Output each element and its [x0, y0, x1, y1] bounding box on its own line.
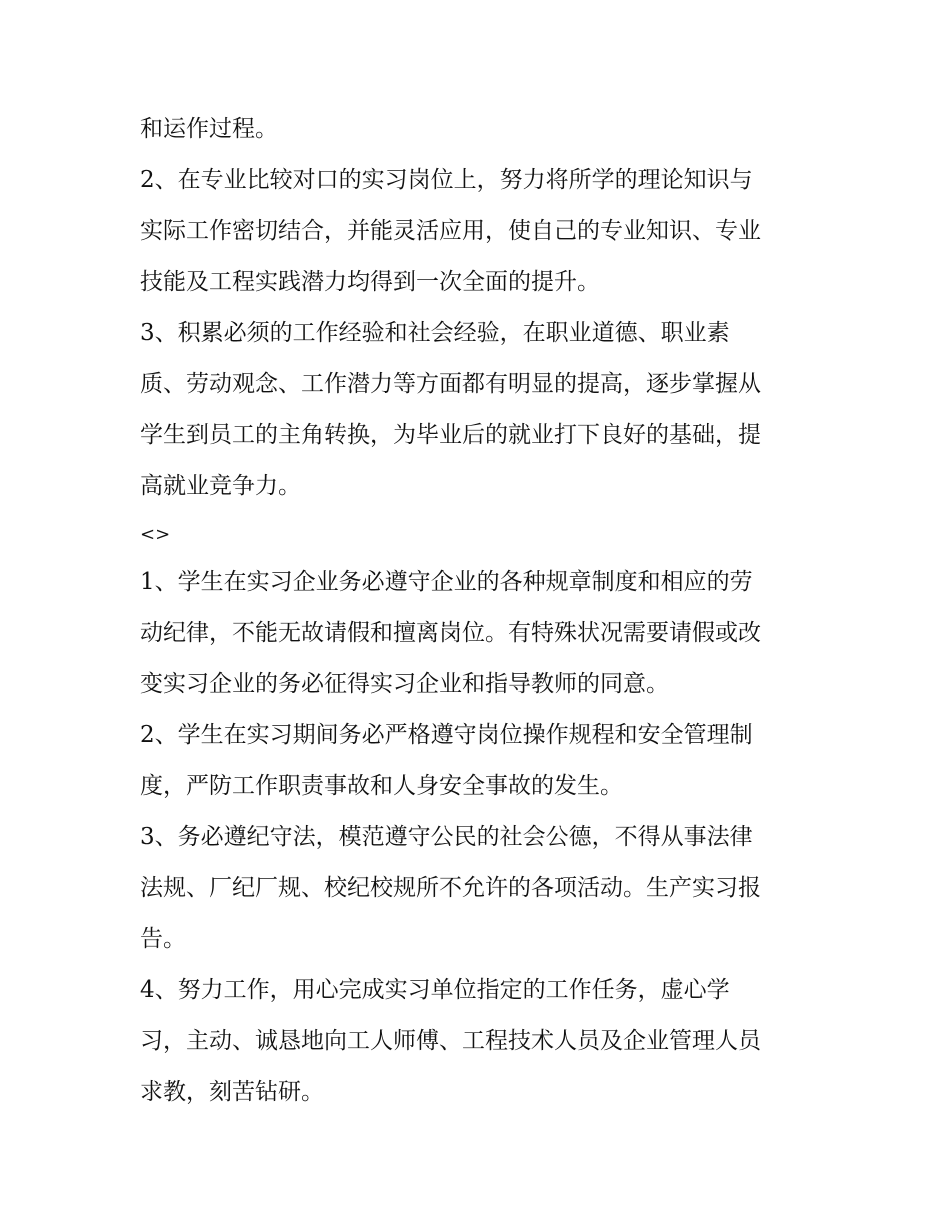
text-line: 1、学生在实习企业务必遵守企业的各种规章制度和相应的劳: [140, 569, 753, 595]
text-line: 和运作过程。: [140, 116, 278, 142]
text-line: 告。: [140, 926, 186, 952]
section-marker: <>: [140, 524, 171, 545]
text-line: 2、学生在实习期间务必严格遵守岗位操作规程和安全管理制: [140, 722, 753, 748]
text-line: 实际工作密切结合，并能灵活应用，使自己的专业知识、专业: [140, 218, 761, 244]
text-line: 2、在专业比较对口的实习岗位上，努力将所学的理论知识与: [140, 167, 753, 193]
text-line: 学生到员工的主角转换，为毕业后的就业打下良好的基础，提: [140, 422, 761, 448]
document-body: [140, 104, 820, 1118]
text-line: 法规、厂纪厂规、校纪校规所不允许的各项活动。生产实习报: [140, 875, 761, 901]
text-line: 3、务必遵纪守法，模范遵守公民的社会公德，不得从事法律: [140, 824, 753, 850]
text-line: 4、努力工作，用心完成实习单位指定的工作任务，虚心学: [140, 977, 730, 1003]
text-line: 度，严防工作职责事故和人身安全事故的发生。: [140, 773, 623, 799]
text-line: 变实习企业的务必征得实习企业和指导教师的同意。: [140, 671, 669, 697]
text-line: 高就业竞争力。: [140, 473, 301, 499]
text-line: 习，主动、诚恳地向工人师傅、工程技术人员及企业管理人员: [140, 1028, 761, 1054]
text-line: 质、劳动观念、工作潜力等方面都有明显的提高，逐步掌握从: [140, 371, 761, 397]
text-line: 3、积累必须的工作经验和社会经验，在职业道德、职业素: [140, 320, 730, 346]
text-line: 技能及工程实践潜力均得到一次全面的提升。: [140, 269, 600, 295]
text-line: 动纪律，不能无故请假和擅离岗位。有特殊状况需要请假或改: [140, 620, 761, 646]
text-line: 求教，刻苦钻研。: [140, 1079, 324, 1105]
